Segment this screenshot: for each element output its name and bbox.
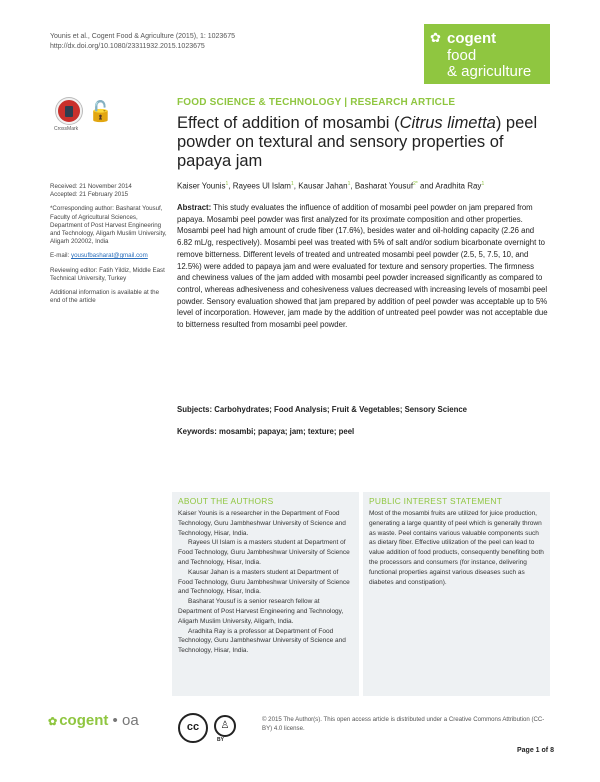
attribution-icon: ♙ (214, 715, 236, 737)
about-authors-box (172, 492, 359, 696)
author-name: Kausar Jahan (298, 181, 348, 191)
about-authors-text: Kaiser Younis is a researcher in the Department of Food Technology, Guru Jambheshwar University of Science and Technology, Hisar, India. Rayees Ul Islam is a masters student at Department of Food Technology, Guru Jambheshwar University of Science and Technology, Hisar, India. Kausar Jahan is a masters student at Department of Food Technology, Guru Jambheshwar University of Science and Technology, Hisar, India. Basharat Yousuf is a senior research fellow at Department of Post Harvest Engineering and Technology, Aligarh Muslim University, Aligarh, India. Aradhita Ray is a professor at Department of Food Technology, Guru Jambheshwar University of Science and Technology, Hisar, India. (178, 510, 350, 655)
author-name: Aradhita Ray (435, 181, 482, 191)
flower-icon: ✿ (430, 30, 441, 45)
doi-link[interactable]: http://dx.doi.org/10.1080/23311932.2015.1023675 (50, 43, 205, 50)
abstract (177, 202, 549, 331)
author-name: Basharat Yousuf (354, 181, 414, 191)
keywords: Keywords: mosambi; papaya; jam; texture; peel (177, 427, 355, 436)
abstract-label: Abstract: (177, 203, 212, 212)
additional-info: Additional information is available at the end of the article (50, 289, 160, 305)
crossmark-icon[interactable] (56, 98, 82, 124)
author-name: Kaiser Younis (177, 181, 226, 191)
license-text: © 2015 The Author(s). This open access article is distributed under a Creative Commons Attribution (CC-BY) 4.0 license. (262, 716, 545, 732)
author-list: Kaiser Younis$^1$, Rayees Ul Islam$^1$, Kausar Jahan$^1$, Basharat Yousuf$^{2*}$ and Aradhita Ray$^1$ (177, 181, 485, 191)
crossmark-label: CrossMark (54, 126, 79, 132)
dates (50, 183, 168, 199)
logo-word-2: food (447, 47, 477, 64)
citation-line: Younis et al., Cogent Food & Agriculture (2015), 1: 1023675 (50, 33, 235, 40)
subjects: Subjects: Carbohydrates; Food Analysis; Fruit & Vegetables; Sensory Science (177, 405, 468, 414)
section-label: FOOD SCIENCE & TECHNOLOGY | RESEARCH ARTICLE (177, 97, 456, 108)
citation-header (50, 32, 235, 52)
article-info-sidebar (50, 183, 168, 311)
about-authors-heading: ABOUT THE AUTHORS (178, 496, 274, 506)
article-title: Effect of addition of mosambi (Citrus limetta) peel powder on textural and sensory properties of papaya jam (177, 114, 538, 170)
by-label: BY (217, 737, 224, 743)
cogent-oa-logo: ✿ cogent • oa (48, 712, 139, 729)
public-interest-box (363, 492, 550, 696)
author-name: Rayees Ul Islam (232, 181, 291, 191)
cc-label: cc (178, 713, 208, 743)
creative-commons-icon[interactable] (178, 713, 246, 745)
email-link[interactable]: yousufbasharat@gmail.com (70, 252, 148, 260)
open-access-icon: 🔓 (88, 101, 113, 123)
public-interest-text: Most of the mosambi fruits are utilized for juice production, generating a large quantity of peel which is generally thrown as waste. Peel contains various valuable components such as dietary fiber. Effective utilization of the peel can lead to value addition of food products, consequently benefiting both the processors and consumers (for instance, delivering functional properties against various diseases such as diabetes and constipation). (369, 510, 544, 586)
logo-word-1: cogent (447, 30, 497, 47)
page-number: Page 1 of 8 (517, 747, 554, 754)
species-name: Citrus limetta (399, 114, 496, 132)
journal-logo (424, 24, 550, 84)
flower-icon: ✿ (48, 716, 58, 728)
received-date: Received: 21 November 2014 (50, 183, 132, 190)
corresponding-author: *Corresponding author: Basharat Yousuf, Faculty of Agricultural Sciences, Department of Post Harvest Engineering and Technology, Aligarh Muslim University, Aligarh 202002, India (50, 205, 167, 246)
public-interest-heading: PUBLIC INTEREST STATEMENT (369, 496, 503, 506)
email-line: E-mail: yousufbasharat@gmail.com (50, 252, 148, 260)
abstract-text: This study evaluates the influence of addition of mosambi peel powder on jam prepared from papaya. Mosambi peel powder was first analyzed for its proximate composition and other properties. Mosambi peel had high amount of crude fiber (17.6%), besides water and oil-holding capacity (2.26 and 6.82 mL/g, respectively). Mosambi peel was treated with 5% of salt and/or sodium bicarbonate overnight to remove bitterness. Different levels of treated and untreated mosambi peel powder (2.5, 5, 7.5, 10, and 12.5%) were added to papaya jam and were evaluated for texture and sensory properties. The firmness and chewiness values of the jam added with mosambi peel powder increased significantly as compared to control, whereas adhesiveness and cohesiveness values decreased with increasing levels of mosambi peel powder. Sensory evaluation showed that jam prepared by addition of peel powder was acceptable up to 5% level of incorporation. However, jam made by the addition of untreated peel powder was not acceptable due to bitterness resulted from mosambi peel powder. (177, 203, 548, 330)
accepted-date: Accepted: 21 February 2015 (50, 191, 129, 199)
logo-word-3: & agriculture (447, 63, 532, 80)
reviewing-editor: Reviewing editor: Fatih Yildiz, Middle East Technical University, Turkey (50, 266, 165, 282)
article-badges (56, 98, 116, 134)
